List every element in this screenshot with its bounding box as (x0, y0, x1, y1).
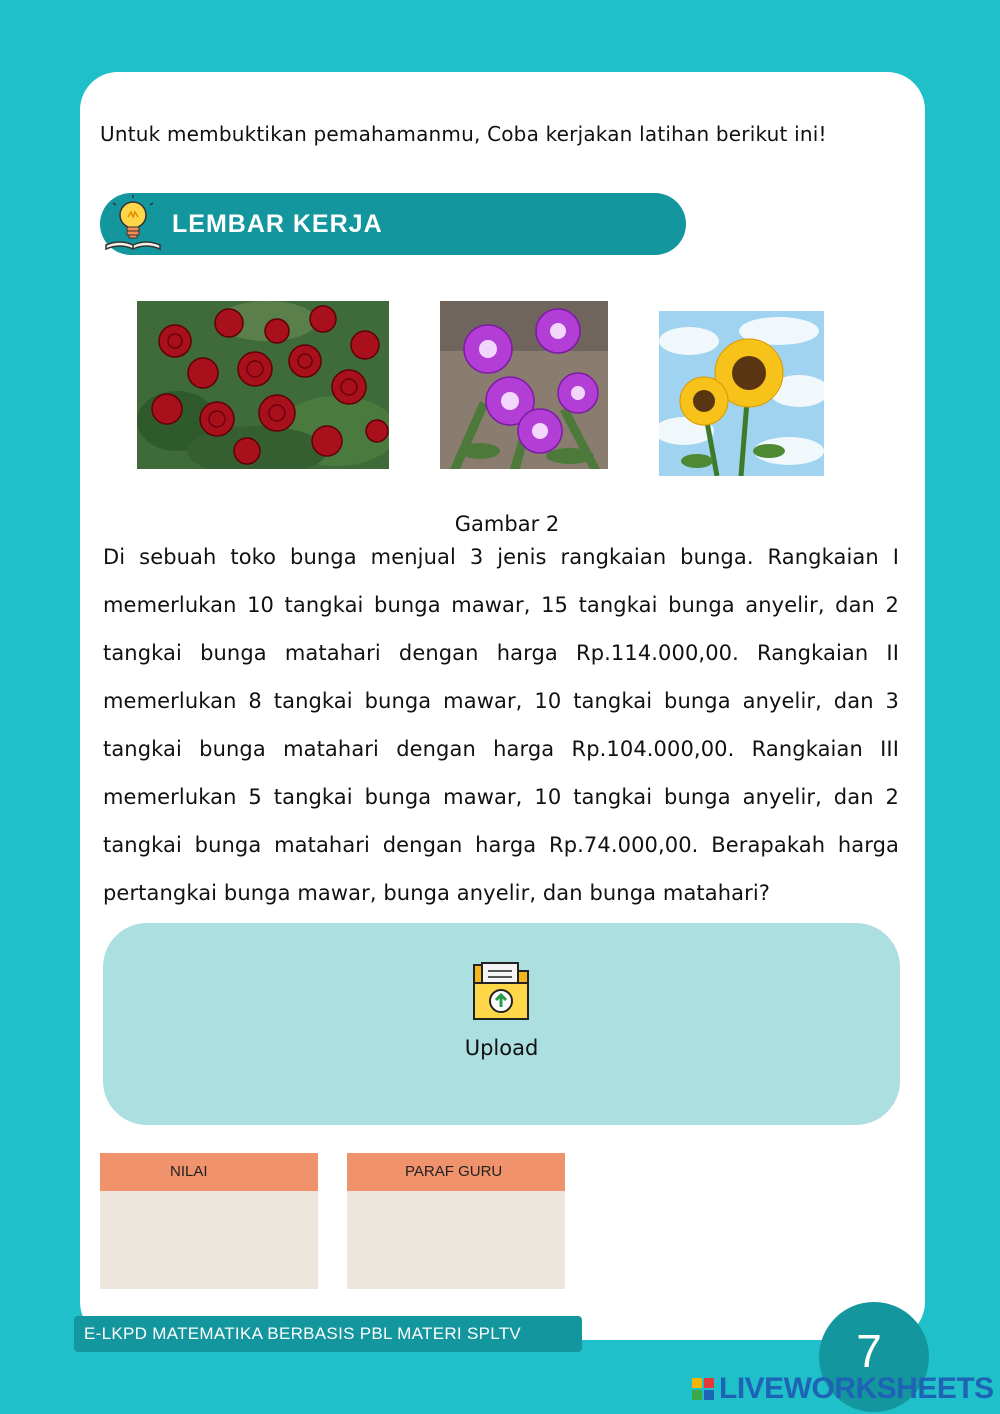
lightbulb-book-icon (102, 195, 164, 253)
paraf-guru-box (347, 1153, 565, 1289)
nilai-box (100, 1153, 318, 1289)
liveworksheets-logo-icon (692, 1378, 714, 1402)
intro-text: Untuk membuktikan pemahamanmu, Coba kerjakan latihan berikut ini! (100, 122, 827, 146)
folder-upload-icon[interactable] (470, 959, 534, 1025)
upload-label[interactable]: Upload (464, 1036, 539, 1060)
paraf-guru-field[interactable] (347, 1191, 565, 1289)
liveworksheets-watermark[interactable] (692, 1372, 992, 1406)
roses-image (137, 301, 389, 469)
sunflowers-image (659, 311, 824, 476)
liveworksheets-text[interactable]: LIVEWORKSHEETS (719, 1372, 994, 1405)
paraf-guru-label: PARAF GURU (347, 1153, 565, 1191)
footer-tag: E-LKPD MATEMATIKA BERBASIS PBL MATERI SPLTV (74, 1316, 582, 1352)
figure-caption: Gambar 2 (454, 512, 560, 536)
upload-area[interactable] (103, 923, 900, 1125)
nilai-label: NILAI (100, 1153, 318, 1191)
nilai-field[interactable] (100, 1191, 318, 1289)
page-number: 7 (856, 1325, 882, 1377)
section-banner (100, 193, 686, 255)
banner-title: LEMBAR KERJA (172, 210, 383, 238)
carnations-image (440, 301, 608, 469)
problem-text: Di sebuah toko bunga menjual 3 jenis rangkaian bunga. Rangkaian I memerlukan 10 tangkai bunga mawar, 15 tangkai bunga anyelir, dan 2 tangkai bunga matahari dengan harga Rp.114.000,00. Rangkaian II memerlukan 8 tangkai bunga mawar, 10 tangkai bunga anyelir, dan 3 tangkai bunga matahari dengan harga Rp.104.000,00. Rangkaian III memerlukan 5 tangkai bunga mawar, 10 tangkai bunga anyelir, dan 2 tangkai bunga matahari dengan harga Rp.74.000,00. Berapakah harga pertangkai bunga mawar, bunga anyelir, dan bunga matahari? (103, 545, 899, 905)
